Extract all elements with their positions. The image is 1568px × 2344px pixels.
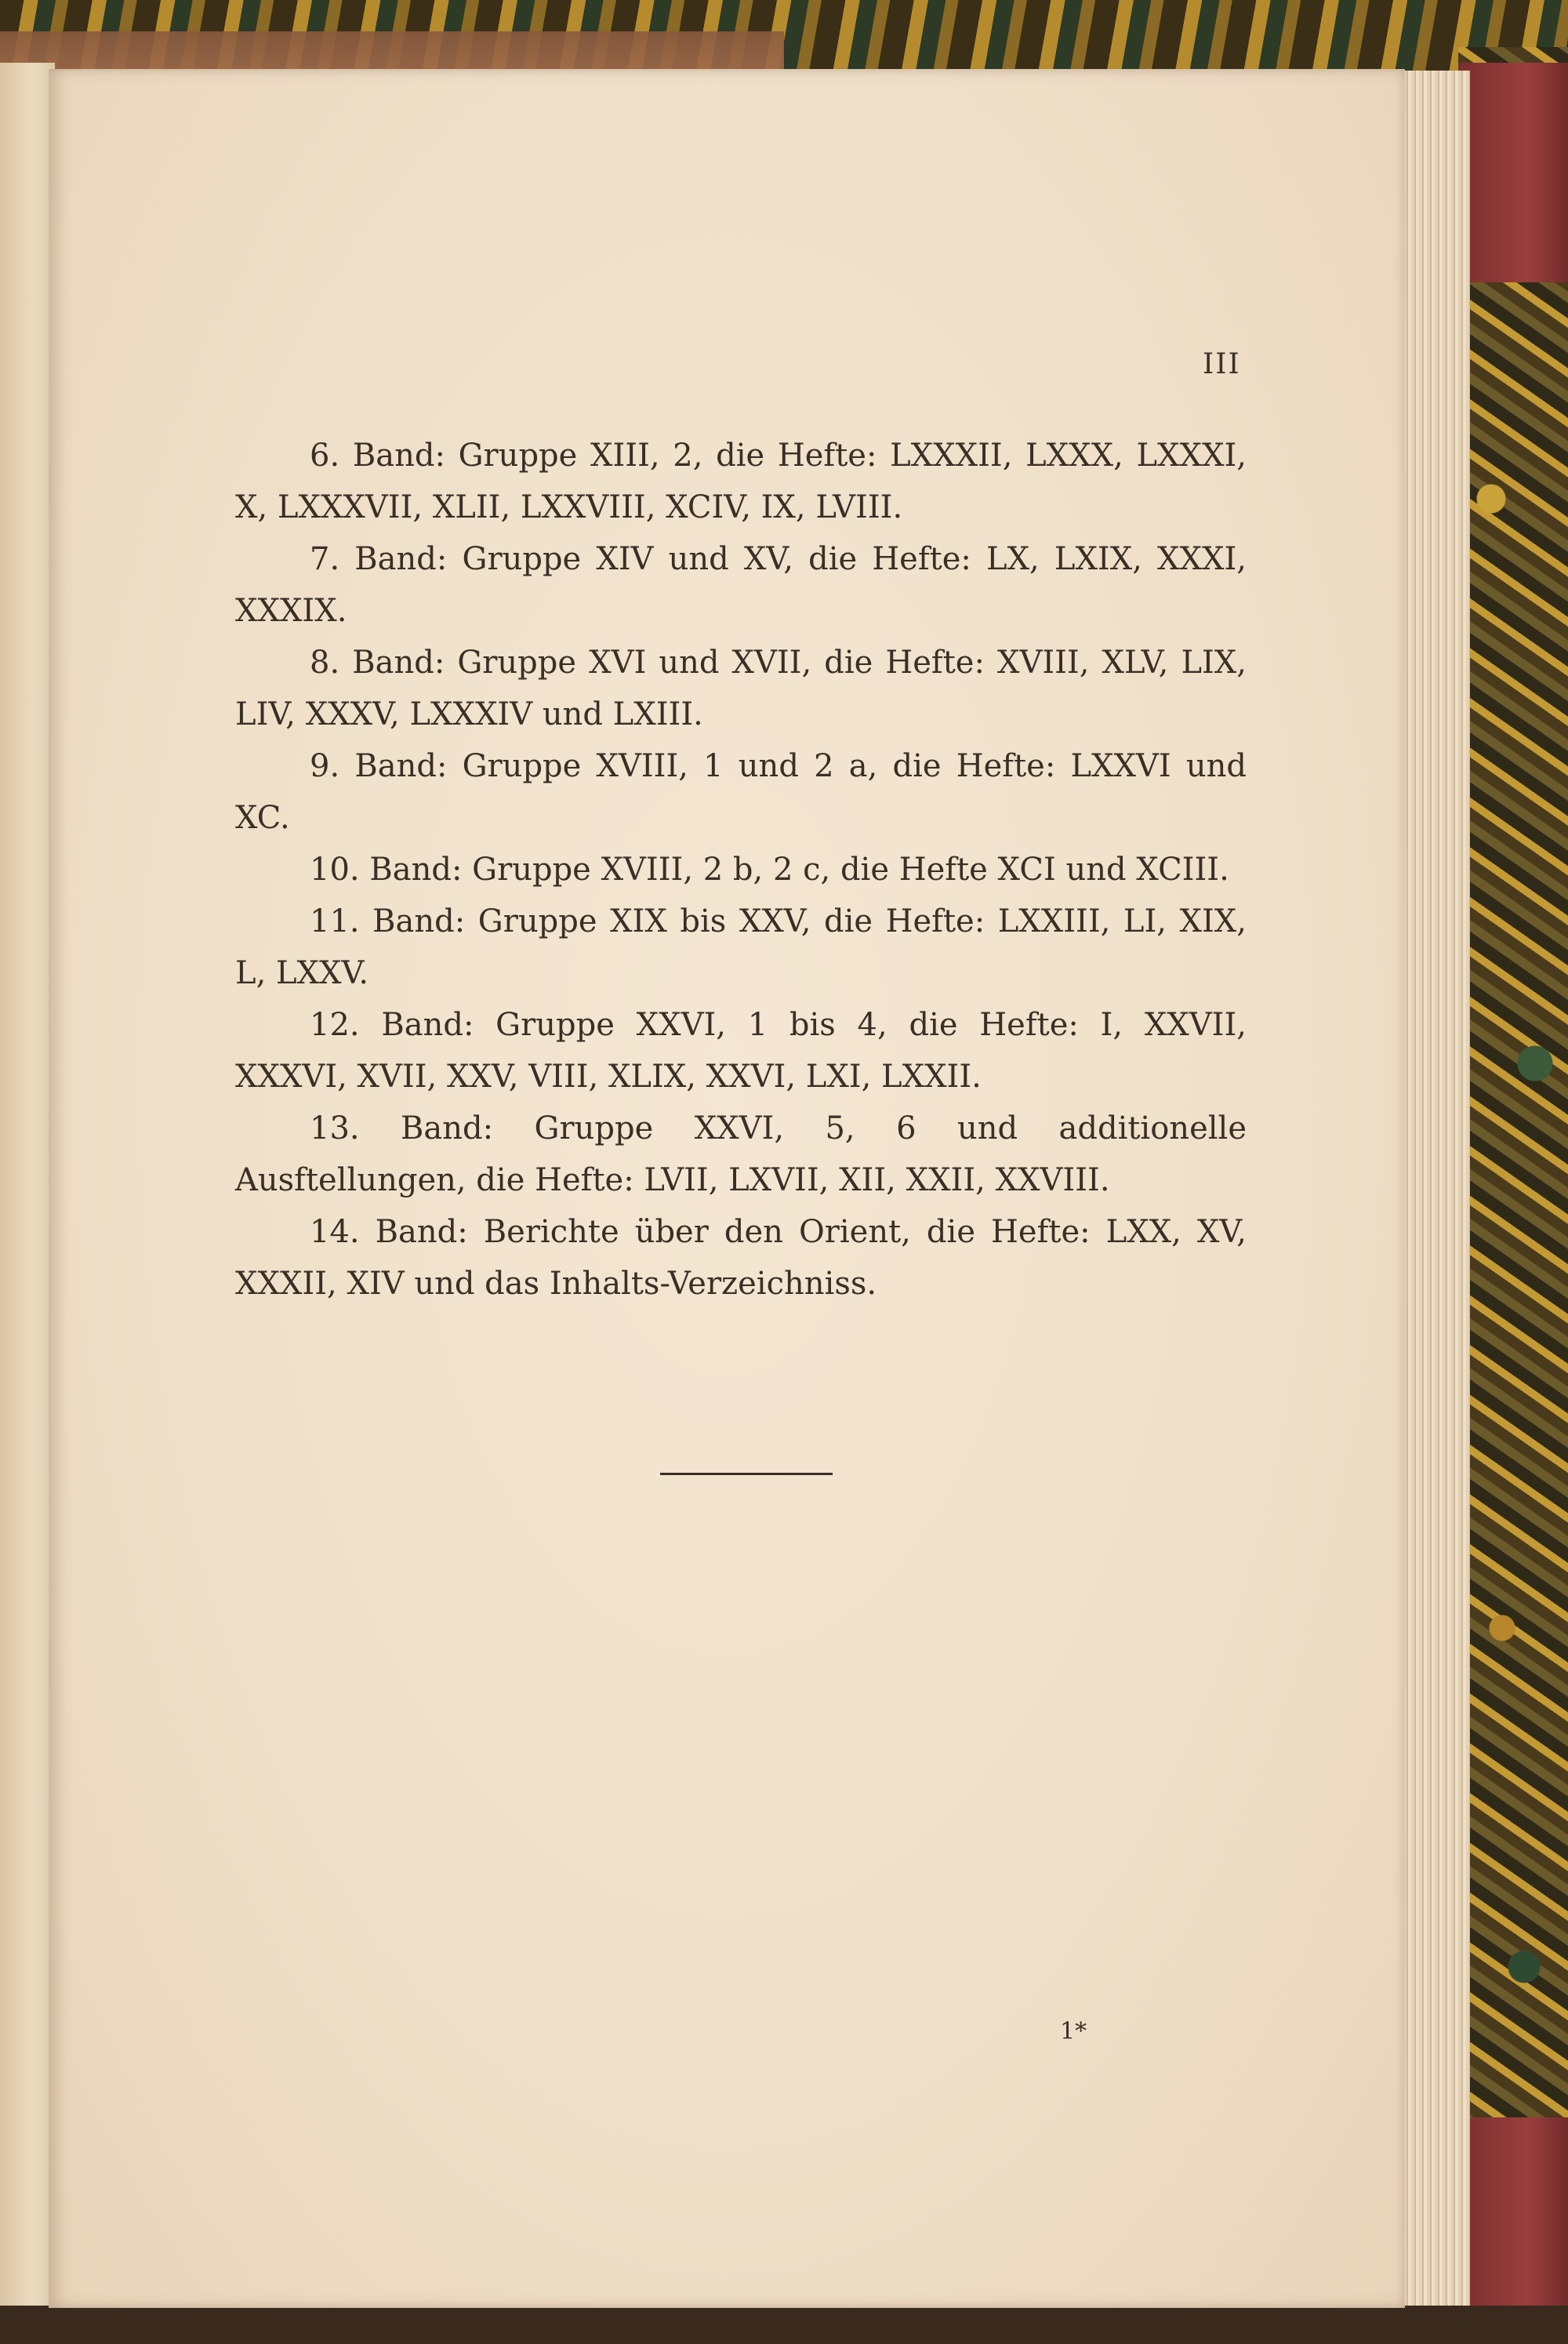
marbled-cover-right <box>1458 47 1568 2306</box>
signature-mark: 1* <box>1060 2018 1087 2045</box>
entry-band-13: 13. Band: Gruppe XXVI, 5, 6 und additionelle Ausftellungen, die Hefte: LVII, LXVII, XII, XXII, XXVIII. <box>235 1110 1247 1198</box>
book-page <box>49 69 1405 2308</box>
cover-bottom <box>0 2306 1568 2344</box>
entry-band-12: 12. Band: Gruppe XXVI, 1 bis 4, die Hefte: I, XXVII, XXXVI, XVII, XXV, VIII, XLIX, XXVI, LXI, LXXII. <box>235 1007 1247 1095</box>
entry-band-11: 11. Band: Gruppe XIX bis XXV, die Hefte: LXXIII, LI, XIX, L, LXXV. <box>235 903 1247 991</box>
entry-band-14: 14. Band: Berichte über den Orient, die Hefte: LXX, XV, XXXII, XIV und das Inhalts-Verzeichniss. <box>235 1214 1247 1302</box>
entry-band-6: 6. Band: Gruppe XIII, 2, die Hefte: LXXXII, LXXX, LXXXI, X, LXXXVII, XLII, LXXVIII, XCIV, IX, LVIII. <box>235 438 1247 525</box>
page-number: III <box>1203 348 1241 380</box>
entry-band-8: 8. Band: Gruppe XVI und XVII, die Hefte: XVIII, XLV, LIX, LIV, XXXV, LXXXIV und LXIII. <box>235 645 1247 732</box>
closing-rule <box>660 1473 833 1475</box>
entry-band-10: 10. Band: Gruppe XVIII, 2 b, 2 c, die Hefte XCI und XCIII. <box>310 852 1229 888</box>
cover-corner-top <box>1458 63 1568 282</box>
page-edges <box>1396 71 1470 2306</box>
volume-list <box>235 430 1247 1310</box>
entry-band-9: 9. Band: Gruppe XVIII, 1 und 2 a, die Hefte: LXXVI und XC. <box>235 748 1247 836</box>
entry-band-7: 7. Band: Gruppe XIV und XV, die Hefte: LX, LXIX, XXXI, XXXIX. <box>235 541 1247 629</box>
previous-page-edge <box>0 63 55 2313</box>
cover-corner-bottom <box>1458 2117 1568 2306</box>
